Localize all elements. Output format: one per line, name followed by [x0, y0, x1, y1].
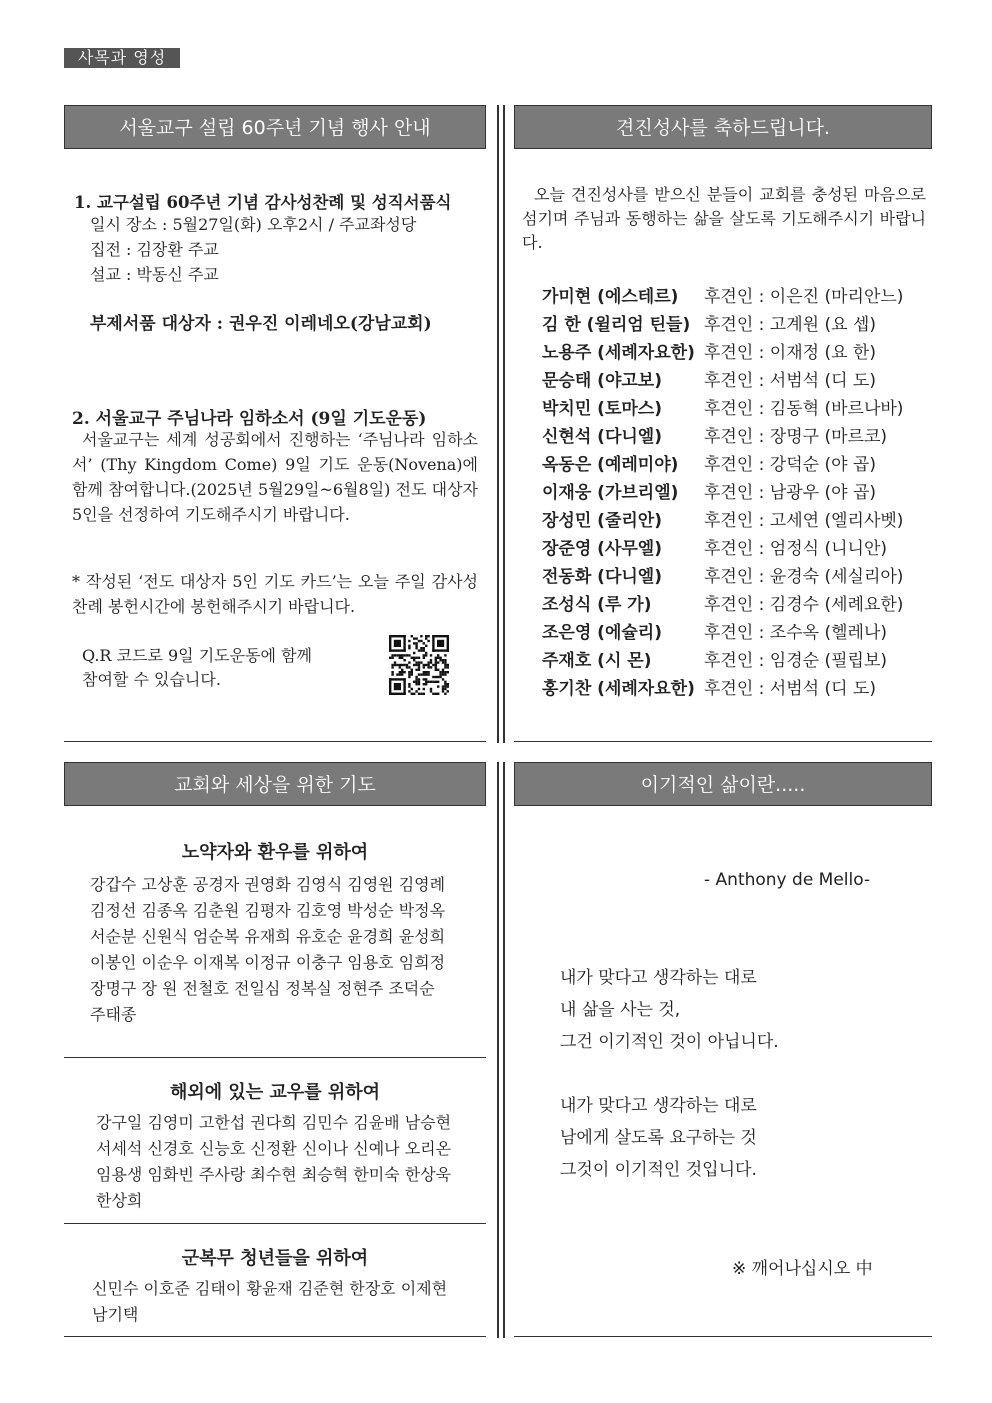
prayer-group-title-military: 군복무 청년들을 위하여	[181, 1248, 369, 1269]
column-divider-left-lower	[497, 762, 499, 1338]
poem-line: 그건 이기적인 것이 아닙니다.	[560, 1032, 779, 1052]
poem-stanza-1	[560, 962, 920, 1058]
column-divider-right-lower	[503, 762, 505, 1338]
confirmation-row	[542, 535, 932, 563]
name-line: 장명구 장 원 전철호 전일심 정복실 정현주 조덕순	[90, 979, 435, 998]
sponsor-name: 후견인 : 장명구 (마르코)	[704, 427, 888, 447]
confirmation-row	[542, 339, 932, 367]
confirmand-name: 노용주 (세례자요한)	[542, 343, 695, 363]
item2-note: * 작성된 ‘전도 대상자 5인 기도 카드’는 오늘 주일 감사성찬례 봉헌시간에 봉헌해주시기 바랍니다.	[72, 572, 478, 616]
confirmation-row	[542, 451, 932, 479]
item1-datetime: 일시 장소 : 5월27일(화) 오후2시 / 주교좌성당	[90, 215, 417, 234]
confirmand-name: 옥동은 (예레미야)	[542, 455, 679, 475]
poem-line: 내가 맞다고 생각하는 대로	[560, 1096, 757, 1116]
poem-line: 내가 맞다고 생각하는 대로	[560, 968, 757, 988]
name-line: 한상희	[96, 1191, 143, 1210]
anniversary-header: 서울교구 설립 60주년 기념 행사 안내	[64, 105, 486, 149]
name-line: 주태종	[90, 1005, 137, 1024]
name-line: 남기택	[92, 1305, 139, 1324]
name-line: 이봉인 이순우 이재복 이정규 이충구 임용호 임희정	[90, 953, 446, 972]
prayer-divider-1	[64, 1057, 486, 1058]
selfish-author: - Anthony de Mello-	[704, 870, 871, 890]
confirmation-intro: 오늘 견진성사를 받으신 분들이 교회를 충성된 마음으로 섬기며 주님과 동행하는 삶을 살도록 기도해주시기 바랍니다.	[522, 185, 926, 252]
prayer-divider-2	[64, 1223, 486, 1224]
poem-line: 그것이 이기적인 것입니다.	[560, 1160, 757, 1180]
sponsor-name: 후견인 : 엄정식 (니니안)	[704, 539, 888, 559]
confirmation-row	[542, 423, 932, 451]
confirmand-name: 주재호 (시 몬)	[542, 651, 652, 671]
confirmation-row	[542, 507, 932, 535]
prayer-group-names-overseas	[96, 1110, 486, 1214]
sponsor-name: 후견인 : 남광우 (야 곱)	[704, 483, 876, 503]
anniversary-panel	[64, 105, 486, 743]
confirmand-name: 문승태 (야고보)	[542, 371, 662, 391]
confirmand-name: 이재웅 (가브리엘)	[542, 483, 679, 503]
sponsor-name: 후견인 : 김동혁 (바르나바)	[704, 399, 904, 419]
sponsor-name: 후견인 : 고세연 (엘리사벳)	[704, 511, 904, 531]
confirmation-panel	[514, 105, 932, 743]
confirmand-name: 조성식 (루 가)	[542, 595, 652, 615]
confirmation-row	[542, 619, 932, 647]
name-line: 강갑수 고상훈 공경자 권영화 김영식 김영원 김영례	[90, 875, 446, 894]
confirmand-name: 박치민 (토마스)	[542, 399, 662, 419]
item2-body: 서울교구는 세계 성공회에서 진행하는 ‘주님나라 임하소서’ (Thy Kingdom Come) 9일 기도 운동(Novena)에 함께 참여합니다.(2025년 5월29일~6월8일) 전도 대상자 5인을 선정하여 기도해주시기 바랍니다.	[72, 430, 478, 524]
confirmation-header: 견진성사를 축하드립니다.	[514, 105, 932, 149]
prayer-group-title-elderly: 노약자와 환우를 위하여	[181, 842, 369, 863]
prayer-header: 교회와 세상을 위한 기도	[64, 762, 486, 806]
item1-ordinand: 부제서품 대상자 : 권우진 이레네오(강남교회)	[90, 314, 432, 334]
selfish-source: ※ 깨어나십시오 中	[732, 1259, 873, 1279]
prayer-group-names-elderly	[90, 872, 486, 1028]
confirmation-row	[542, 563, 932, 591]
confirmation-row	[542, 367, 932, 395]
item1-celebrant: 집전 : 김장환 주교	[90, 240, 219, 259]
confirmation-row	[542, 675, 932, 703]
confirmation-row	[542, 647, 932, 675]
qr-caption-line2: 참여할 수 있습니다.	[82, 670, 221, 689]
name-line: 신민수 이호준 김태이 황윤재 김준현 한장호 이제현	[92, 1279, 448, 1298]
confirmand-name: 신현석 (다니엘)	[542, 427, 662, 447]
prayer-panel	[64, 762, 486, 1338]
name-line: 김정선 김종옥 김춘원 김평자 김호영 박성순 박정옥	[90, 901, 446, 920]
confirmand-name: 전동화 (다니엘)	[542, 567, 662, 587]
name-line: 서순분 신원식 엄순복 유재희 유호순 윤경희 윤성희	[90, 927, 446, 946]
anniversary-bottom-rule	[64, 741, 486, 742]
sponsor-name: 후견인 : 윤경숙 (세실리아)	[704, 567, 904, 587]
sponsor-name: 후견인 : 고계원 (요 셉)	[704, 315, 876, 335]
confirmation-row	[542, 311, 932, 339]
confirmand-name: 홍기찬 (세례자요한)	[542, 679, 695, 699]
sponsor-name: 후견인 : 조수옥 (헬레나)	[704, 623, 888, 643]
sponsor-name: 후견인 : 임경순 (필립보)	[704, 651, 888, 671]
prayer-group-title-overseas: 해외에 있는 교우를 위하여	[169, 1082, 381, 1103]
confirmation-row	[542, 395, 932, 423]
sponsor-name: 후견인 : 서범석 (디 도)	[704, 679, 876, 699]
sponsor-name: 후견인 : 이재정 (요 한)	[704, 343, 876, 363]
confirmation-row	[542, 591, 932, 619]
item1-title: 1. 교구설립 60주년 기념 감사성찬례 및 성직서품식	[74, 193, 452, 212]
confirmand-name: 가미현 (에스테르)	[542, 287, 679, 307]
confirmand-name: 장준영 (사무엘)	[542, 539, 662, 559]
confirmation-bottom-rule	[514, 741, 932, 742]
poem-line: 내 삶을 사는 것,	[560, 1000, 681, 1020]
confirmation-row	[542, 283, 932, 311]
confirmation-row	[542, 479, 932, 507]
prayer-group-names-military	[92, 1276, 486, 1328]
section-tag: 사목과 영성	[64, 48, 180, 68]
name-line: 강구일 김영미 고한섭 권다희 김민수 김윤배 남승현	[96, 1113, 452, 1132]
selfish-header: 이기적인 삶이란.....	[514, 762, 932, 806]
sponsor-name: 후견인 : 이은진 (마리안느)	[704, 287, 904, 307]
confirmation-list	[542, 283, 932, 703]
poem-stanza-2	[560, 1090, 920, 1186]
sponsor-name: 후견인 : 강덕순 (야 곱)	[704, 455, 876, 475]
qr-caption-line1: Q.R 코드로 9일 기도운동에 함께	[82, 646, 312, 665]
name-line: 서세석 신경호 신능호 신정환 신이나 신예나 오리온	[96, 1139, 452, 1158]
qr-code-icon[interactable]	[389, 635, 449, 695]
name-line: 임용생 임화빈 주사랑 최수현 최승혁 한미숙 한상욱	[96, 1165, 452, 1184]
prayer-bottom-rule	[64, 1336, 486, 1337]
item1-preacher: 설교 : 박동신 주교	[90, 265, 219, 284]
confirmand-name: 김 한 (윌리엄 틴들)	[542, 315, 691, 335]
column-divider-left	[497, 105, 499, 743]
confirmand-name: 장성민 (줄리안)	[542, 511, 662, 531]
confirmand-name: 조은영 (에슐리)	[542, 623, 662, 643]
selfish-bottom-rule	[514, 1336, 932, 1337]
sponsor-name: 후견인 : 서범석 (디 도)	[704, 371, 876, 391]
sponsor-name: 후견인 : 김경수 (세례요한)	[704, 595, 904, 615]
poem-line: 남에게 살도록 요구하는 것	[560, 1128, 757, 1148]
column-divider-right	[503, 105, 505, 743]
item2-title: 2. 서울교구 주님나라 임하소서 (9일 기도운동)	[72, 409, 427, 429]
selfish-panel	[514, 762, 932, 1338]
